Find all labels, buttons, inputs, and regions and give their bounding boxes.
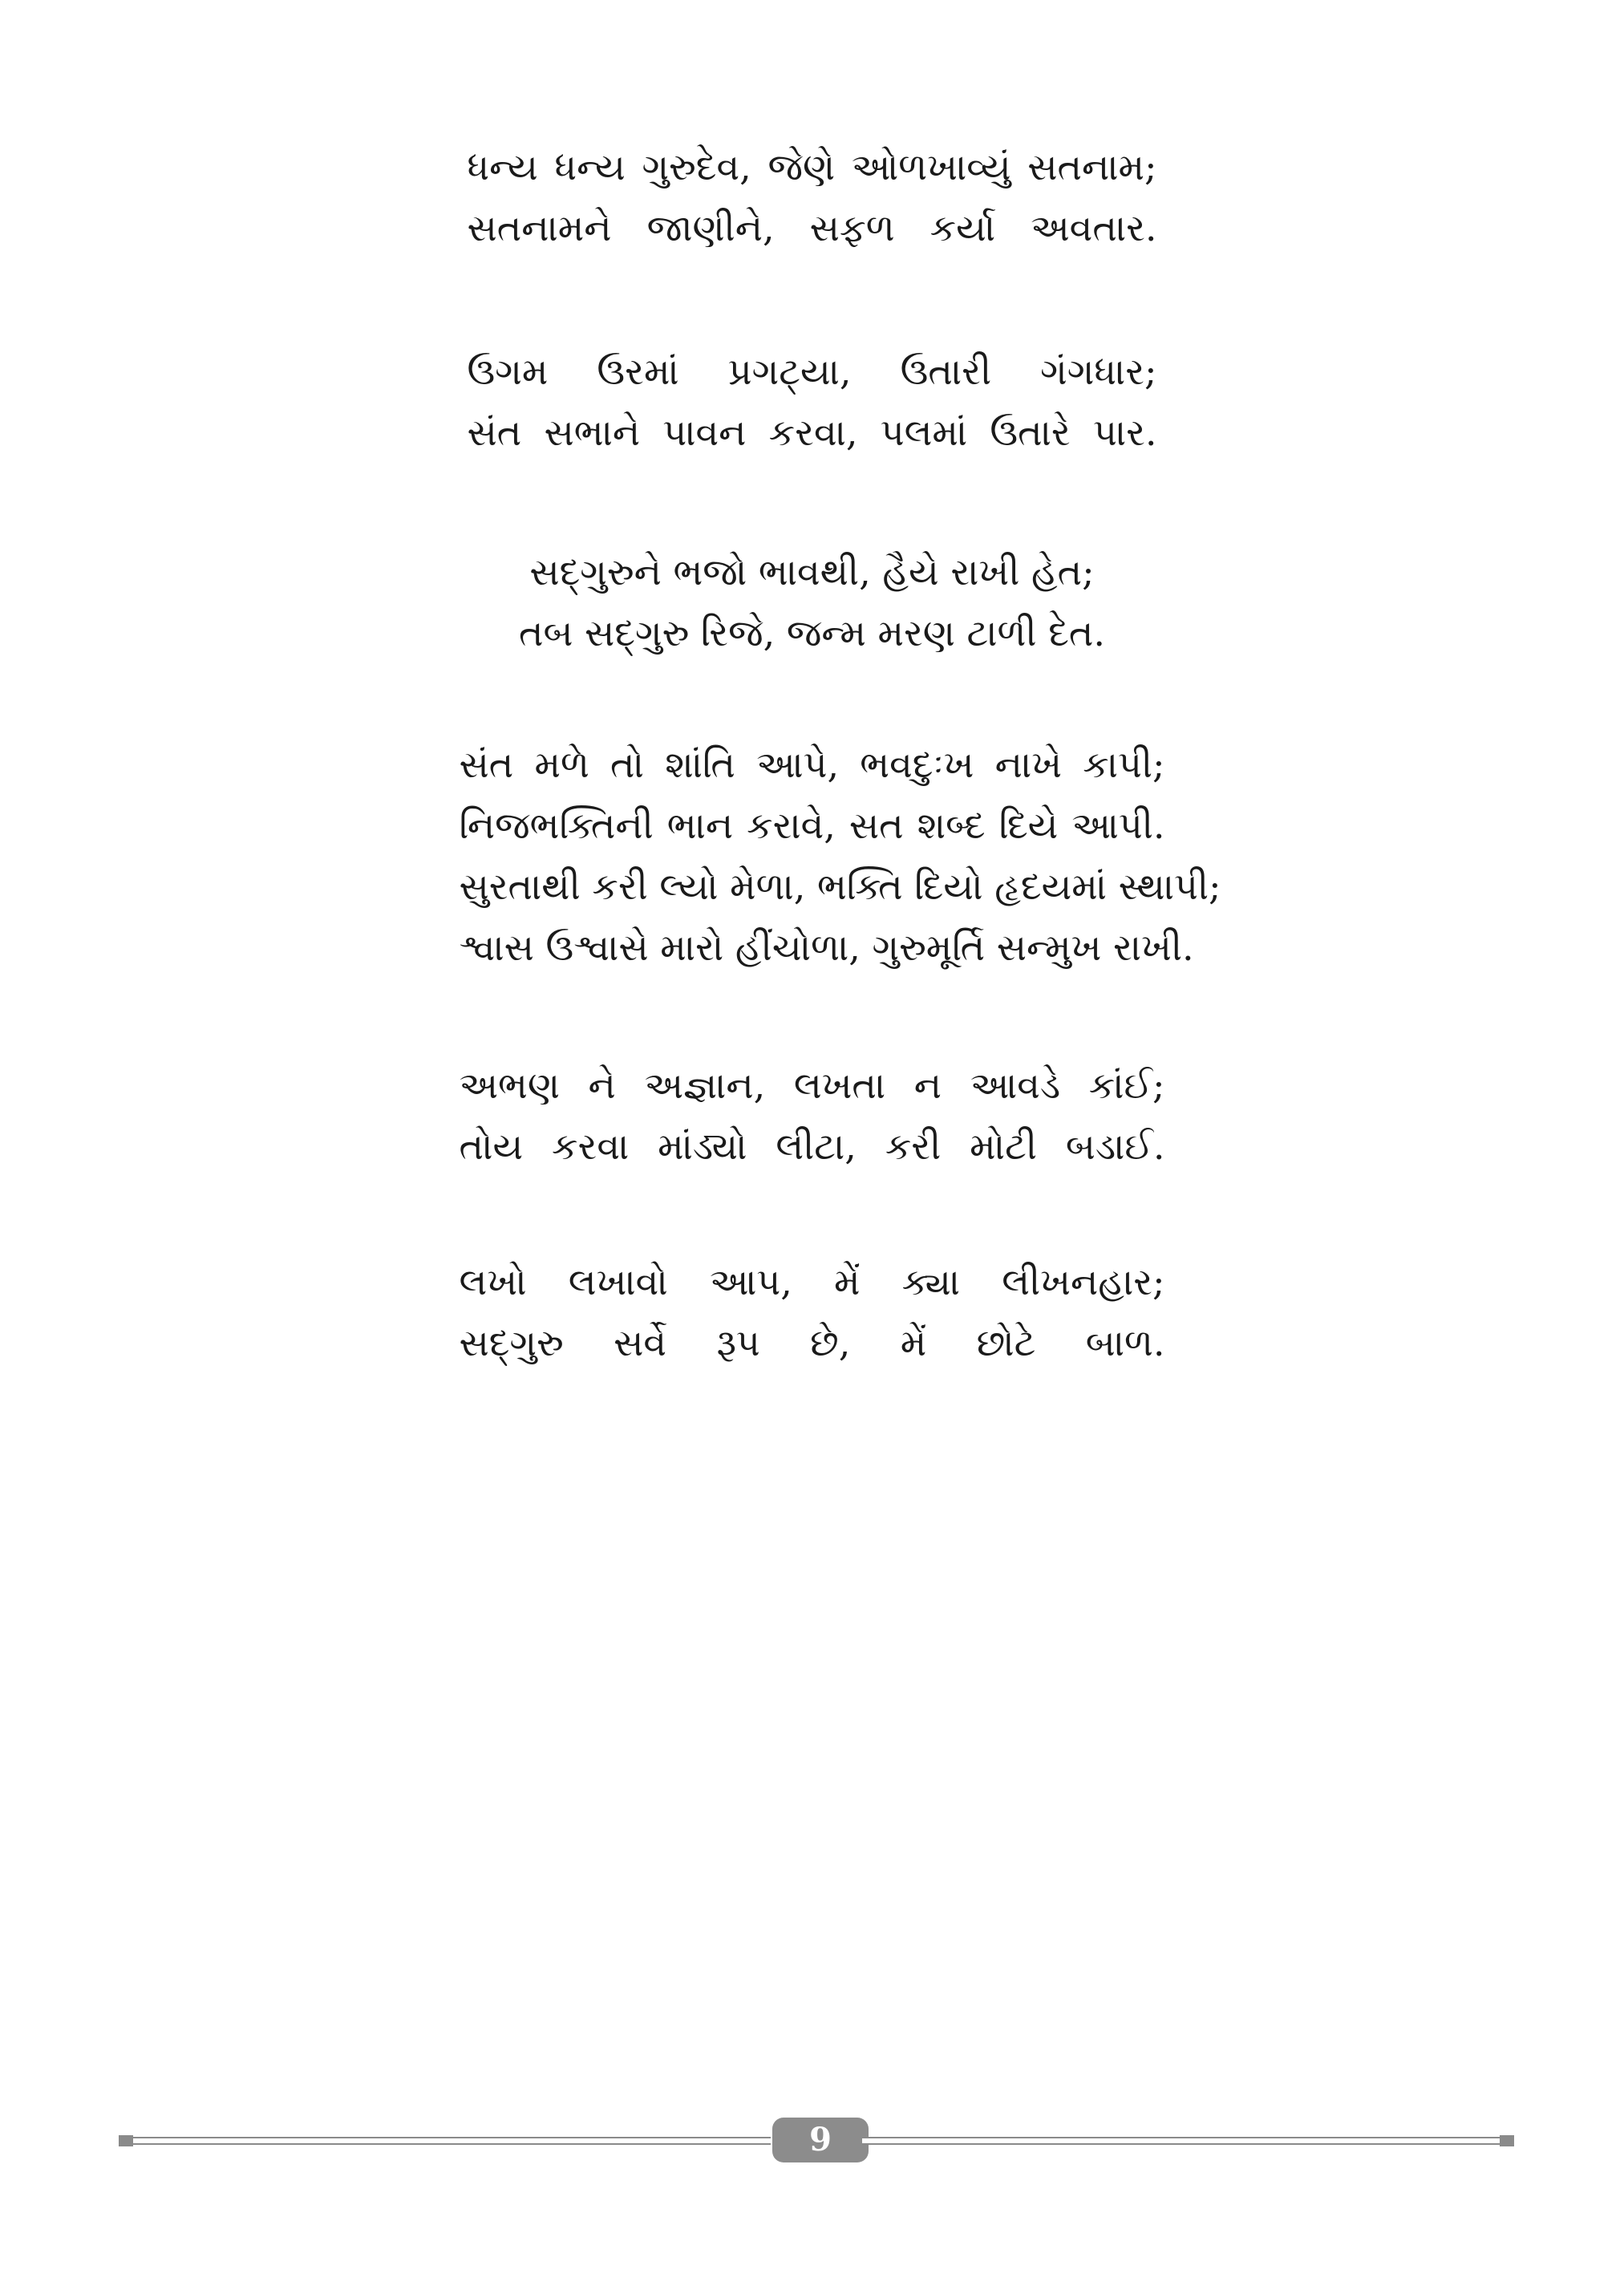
verse-line: સુરતાથી કરી લ્યો મેળા, ભક્તિ દિયો હૃદયમાં સ્થાપી; bbox=[459, 865, 1221, 908]
verse-line: સદ્ગુરુને ભજો ભાવથી, હૈયે રાખી હેત; bbox=[529, 550, 1095, 594]
stanza-1 bbox=[0, 136, 1624, 258]
footer-rule-right bbox=[862, 2137, 1500, 2145]
verse-line: ધન્ય ધન્ય ગુરુદેવ, જેણે ઓળખાવ્યું સતનામ; bbox=[467, 145, 1157, 188]
verse-line: તબ સદ્ગુરુ રિજે, જન્મ મરણ ટાળી દેત. bbox=[518, 611, 1106, 655]
stanza-4 bbox=[0, 734, 1624, 978]
stanza-6 bbox=[0, 1251, 1624, 1373]
page-footer bbox=[119, 2118, 1514, 2162]
verse-line: સંત સભાને પાવન કરવા, પલમાં ઉતારે પાર. bbox=[467, 411, 1157, 454]
verse-line: સતનામને જાણીને, સફળ કર્યા અવતાર. bbox=[467, 206, 1157, 249]
stanza-3 bbox=[0, 541, 1624, 663]
footer-rule-cap-right bbox=[1500, 2135, 1514, 2146]
verse-line: લખો લખાવો આપ, મેં ક્યા લીખનહાર; bbox=[459, 1260, 1165, 1303]
verse-line: ઉગમ ઉરમાં પ્રગટ્યા, ઉતારી ગંગધાર; bbox=[467, 350, 1157, 393]
verse-line: શ્વાસ ઉશ્વાસે મારો હીંચોળા, ગુરુમૂર્તિ સન્મુખ રાખી. bbox=[459, 926, 1194, 969]
verse-line: સંત મળે તો શાંતિ આપે, ભવદુઃખ નાખે કાપી; bbox=[459, 743, 1165, 786]
verse-line: સદ્ગુરુ સર્વે રૂપ છે, મેં છોટે બાળ. bbox=[459, 1321, 1165, 1364]
stanza-5 bbox=[0, 1055, 1624, 1177]
verse-line: અભણ ને અજ્ઞાન, લખતા ન આવડે કાંઈ; bbox=[459, 1064, 1165, 1107]
verse-line: તોય કરવા માંડ્યો લીટા, કરી મોટી બડાઈ. bbox=[459, 1125, 1165, 1168]
page-number: 9 bbox=[772, 2118, 869, 2162]
footer-rule-left bbox=[133, 2137, 771, 2145]
footer-rule-cap-left bbox=[119, 2135, 133, 2146]
stanza-2 bbox=[0, 341, 1624, 463]
verse-line: નિજભક્તિની ભાન કરાવે, સત શબ્દ દિયે આપી. bbox=[459, 804, 1165, 847]
